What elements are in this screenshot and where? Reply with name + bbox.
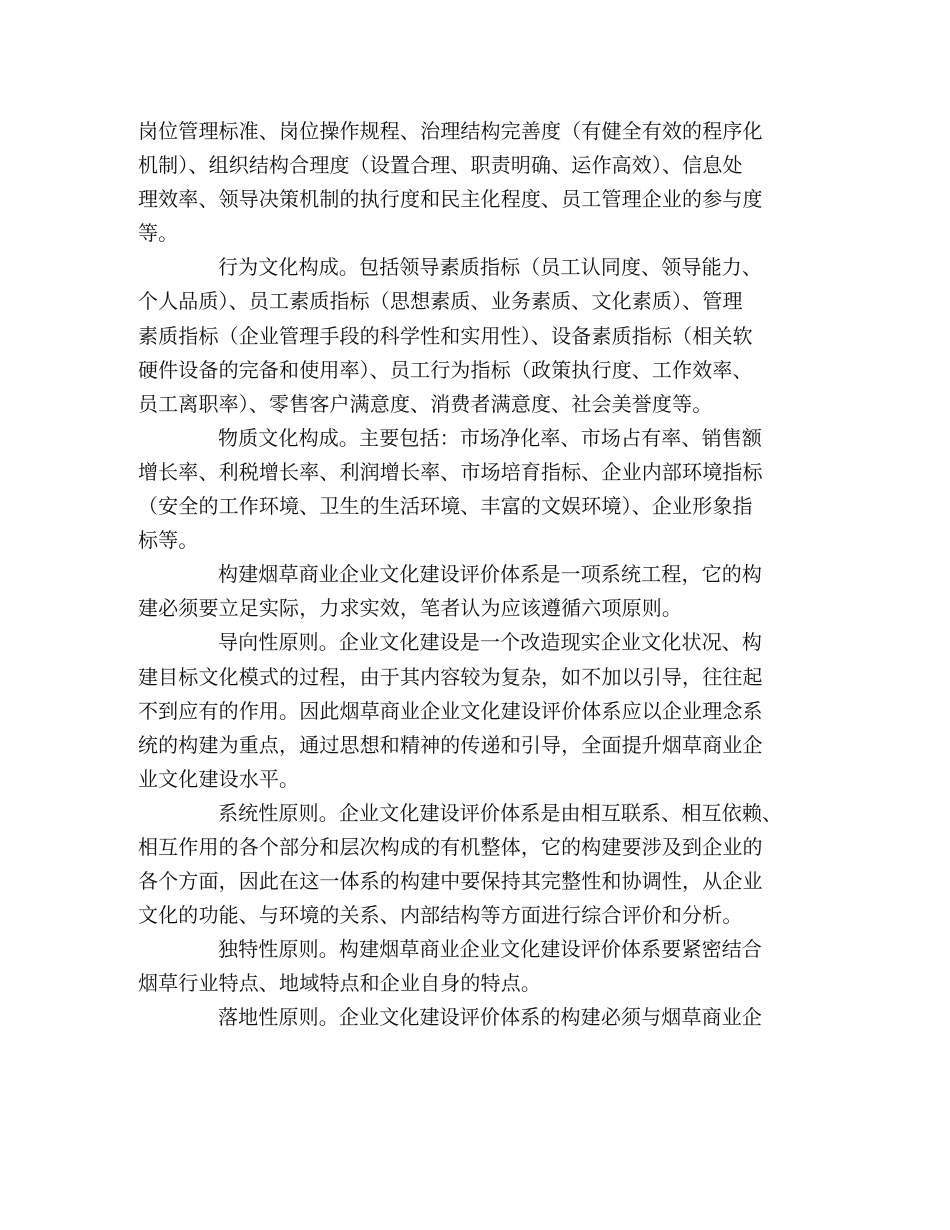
text-line: 素质指标（企业管理手段的科学性和实用性）、设备素质指标（相关软 [138,323,753,348]
paragraph-4 [138,557,838,625]
text-line: （安全的工作环境、卫生的生活环境、丰富的文娱环境）、企业形象指 [138,494,753,519]
paragraph-7 [138,932,838,1000]
text-line: 个人品质）、员工素质指标（思想素质、业务素质、文化素质）、管理 [138,289,743,314]
paragraph-8 [138,1000,838,1034]
text-line: 建目标文化模式的过程，由于其内容较为复杂，如不加以引导，往往起 [138,664,763,689]
text-line: 硬件设备的完备和使用率）、员工行为指标（政策执行度、工作效率、 [138,357,753,382]
text-line: 建必须要立足实际，力求实效，笔者认为应该遵循六项原则。 [138,596,683,621]
text-line: 物质文化构成。主要包括：市场净化率、市场占有率、销售额 [218,425,763,450]
text-line: 业文化建设水平。 [138,766,300,791]
text-line: 相互作用的各个部分和层次构成的有机整体，它的构建要涉及到企业的 [138,834,763,859]
document-body [138,114,838,1035]
text-line: 统的构建为重点，通过思想和精神的传递和引导，全面提升烟草商业企 [138,732,763,757]
text-line: 机制）、组织结构合理度（设置合理、职责明确、运作高效）、信息处 [138,153,743,178]
paragraph-3 [138,421,838,557]
text-line: 岗位管理标准、岗位操作规程、治理结构完善度（有健全有效的程序化 [138,119,763,143]
paragraph-2 [138,250,838,420]
paragraph-5 [138,625,838,795]
text-line: 不到应有的作用。因此烟草商业企业文化建设评价体系应以企业理念系 [138,698,763,723]
paragraph-1 [138,114,838,250]
text-line: 等。 [138,221,179,246]
text-line: 系统性原则。企业文化建设评价体系是由相互联系、相互依赖、 [218,800,783,825]
text-line: 各个方面，因此在这一体系的构建中要保持其完整性和协调性，从企业 [138,869,763,894]
text-line: 员工离职率）、零售客户满意度、消费者满意度、社会美誉度等。 [138,391,713,416]
text-line: 构建烟草商业企业文化建设评价体系是一项系统工程，它的构 [218,562,763,587]
text-line: 理效率、领导决策机制的执行度和民主化程度、员工管理企业的参与度 [138,187,763,212]
text-line: 导向性原则。企业文化建设是一个改造现实企业文化状况、构 [218,630,763,655]
text-line: 标等。 [138,528,199,553]
text-line: 落地性原则。企业文化建设评价体系的构建必须与烟草商业企 [218,1005,763,1030]
text-line: 行为文化构成。包括领导素质指标（员工认同度、领导能力、 [218,255,763,280]
paragraph-6 [138,796,838,932]
text-line: 独特性原则。构建烟草商业企业文化建设评价体系要紧密结合 [218,937,763,962]
text-line: 增长率、利税增长率、利润增长率、市场培育指标、企业内部环境指标 [138,459,763,484]
text-line: 文化的功能、与环境的关系、内部结构等方面进行综合评价和分析。 [138,903,743,928]
text-line: 烟草行业特点、地域特点和企业自身的特点。 [138,971,541,996]
